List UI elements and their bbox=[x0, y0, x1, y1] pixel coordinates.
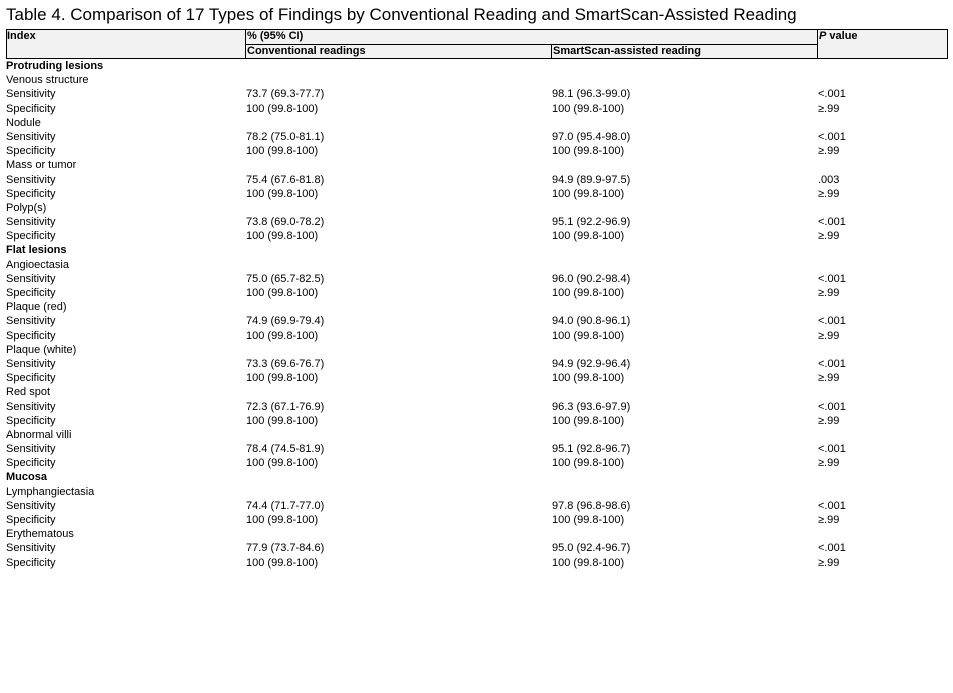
row-label: Angioectasia bbox=[6, 258, 69, 271]
smartscan-value: 98.1 (96.3-99.0) bbox=[552, 88, 631, 101]
p-value: ≥.99 bbox=[818, 514, 840, 526]
table-row bbox=[0, 102, 953, 116]
table-body bbox=[0, 59, 953, 570]
smartscan-value: 94.9 (92.9-96.4) bbox=[552, 357, 631, 370]
table-row bbox=[0, 513, 953, 527]
smartscan-value: 97.0 (95.4-98.0) bbox=[552, 130, 631, 143]
row-label: Sensitivity bbox=[6, 216, 56, 229]
finding-row bbox=[0, 116, 953, 130]
table-row bbox=[0, 400, 953, 414]
conventional-value: 100 (99.8-100) bbox=[246, 145, 319, 158]
conventional-value: 100 (99.8-100) bbox=[246, 230, 319, 243]
index-header: Index bbox=[7, 30, 36, 42]
smartscan-value: 100 (99.8-100) bbox=[552, 187, 625, 200]
row-label: Protruding lesions bbox=[6, 60, 104, 72]
smartscan-value: 100 (99.8-100) bbox=[552, 287, 625, 299]
p-value: .003 bbox=[818, 173, 840, 186]
conventional-value: 100 (99.8-100) bbox=[246, 329, 319, 342]
smartscan-value: 100 (99.8-100) bbox=[552, 372, 625, 385]
finding-row bbox=[0, 343, 953, 357]
p-value: <.001 bbox=[818, 88, 846, 101]
smartscan-value: 95.0 (92.4-96.7) bbox=[552, 542, 631, 555]
finding-row bbox=[0, 201, 953, 215]
smartscan-value: 100 (99.8-100) bbox=[552, 514, 625, 526]
conventional-value: 100 (99.8-100) bbox=[246, 372, 319, 385]
row-label: Sensitivity bbox=[6, 88, 56, 101]
conventional-value: 100 (99.8-100) bbox=[246, 457, 319, 470]
p-value: <.001 bbox=[818, 357, 846, 370]
smartscan-value: 100 (99.8-100) bbox=[552, 102, 625, 115]
conventional-value: 73.8 (69.0-78.2) bbox=[246, 216, 325, 229]
ci-group-header-cell bbox=[245, 29, 818, 45]
smartscan-header: SmartScan-assisted reading bbox=[553, 45, 701, 57]
table-row bbox=[0, 414, 953, 428]
row-label: Polyp(s) bbox=[6, 201, 47, 214]
row-label: Specificity bbox=[6, 372, 56, 385]
p-value: ≥.99 bbox=[818, 145, 840, 158]
table-row bbox=[0, 272, 953, 286]
section-row bbox=[0, 243, 953, 257]
row-label: Specificity bbox=[6, 329, 56, 342]
p-value: <.001 bbox=[818, 400, 846, 413]
row-label: Sensitivity bbox=[6, 173, 56, 186]
finding-row bbox=[0, 73, 953, 87]
conventional-value: 73.3 (69.6-76.7) bbox=[246, 357, 325, 370]
smartscan-value: 96.0 (90.2-98.4) bbox=[552, 272, 631, 285]
p-value: ≥.99 bbox=[818, 457, 840, 470]
row-label: Flat lesions bbox=[6, 244, 67, 257]
row-label: Sensitivity bbox=[6, 357, 56, 370]
p-value: ≥.99 bbox=[818, 230, 840, 243]
section-row bbox=[0, 470, 953, 484]
table-row bbox=[0, 314, 953, 328]
p-value: ≥.99 bbox=[818, 187, 840, 200]
p-value: <.001 bbox=[818, 272, 846, 285]
smartscan-value: 95.1 (92.8-96.7) bbox=[552, 443, 631, 456]
smartscan-value: 94.9 (89.9-97.5) bbox=[552, 173, 631, 186]
conventional-value: 75.0 (65.7-82.5) bbox=[246, 272, 325, 285]
row-label: Specificity bbox=[6, 230, 56, 243]
row-label: Mucosa bbox=[6, 471, 47, 484]
row-label: Abnormal villi bbox=[6, 428, 72, 441]
row-label: Specificity bbox=[6, 145, 56, 158]
smartscan-value: 96.3 (93.6-97.9) bbox=[552, 400, 631, 413]
row-label: Erythematous bbox=[6, 528, 74, 541]
table-row bbox=[0, 357, 953, 371]
row-label: Sensitivity bbox=[6, 499, 56, 512]
row-label: Specificity bbox=[6, 414, 56, 427]
table-row bbox=[0, 173, 953, 187]
smartscan-value: 100 (99.8-100) bbox=[552, 145, 625, 158]
row-label: Specificity bbox=[6, 287, 56, 299]
p-value: <.001 bbox=[818, 130, 846, 143]
index-header-cell bbox=[6, 29, 246, 59]
smartscan-value: 94.0 (90.8-96.1) bbox=[552, 315, 631, 328]
p-value: <.001 bbox=[818, 499, 846, 512]
conventional-value: 78.2 (75.0-81.1) bbox=[246, 130, 325, 143]
table-row bbox=[0, 329, 953, 343]
finding-row bbox=[0, 258, 953, 272]
smartscan-value: 100 (99.8-100) bbox=[552, 329, 625, 342]
smartscan-value: 100 (99.8-100) bbox=[552, 230, 625, 243]
table-row bbox=[0, 541, 953, 555]
p-value-header-italic: P bbox=[819, 30, 827, 42]
conventional-value: 78.4 (74.5-81.9) bbox=[246, 443, 325, 456]
p-value: <.001 bbox=[818, 216, 846, 229]
table-row bbox=[0, 371, 953, 385]
finding-row bbox=[0, 300, 953, 314]
row-label: Nodule bbox=[6, 116, 41, 129]
table-row bbox=[0, 442, 953, 456]
conventional-value: 100 (99.8-100) bbox=[246, 514, 319, 526]
conventional-value: 100 (99.8-100) bbox=[246, 414, 319, 427]
p-value: ≥.99 bbox=[818, 556, 840, 569]
row-label: Red spot bbox=[6, 386, 51, 399]
conventional-value: 100 (99.8-100) bbox=[246, 556, 319, 569]
conventional-value: 100 (99.8-100) bbox=[246, 187, 319, 200]
conventional-value: 74.9 (69.9-79.4) bbox=[246, 315, 325, 328]
conventional-value: 100 (99.8-100) bbox=[246, 102, 319, 115]
row-label: Sensitivity bbox=[6, 130, 56, 143]
p-value: <.001 bbox=[818, 315, 846, 328]
table-row bbox=[0, 229, 953, 243]
table-title: Table 4. Comparison of 17 Types of Findings by Conventional Reading and SmartScan-Assisted Reading bbox=[6, 5, 797, 24]
row-label: Specificity bbox=[6, 187, 56, 200]
smartscan-value: 95.1 (92.2-96.9) bbox=[552, 216, 631, 229]
finding-row bbox=[0, 158, 953, 172]
table-row bbox=[0, 144, 953, 158]
finding-row bbox=[0, 385, 953, 399]
row-label: Plaque (red) bbox=[6, 301, 67, 314]
conventional-value: 74.4 (71.7-77.0) bbox=[246, 499, 325, 512]
p-value: ≥.99 bbox=[818, 329, 840, 342]
table-row bbox=[0, 499, 953, 513]
conventional-value: 100 (99.8-100) bbox=[246, 287, 319, 299]
conventional-value: 72.3 (67.1-76.9) bbox=[246, 400, 325, 413]
p-value: ≥.99 bbox=[818, 414, 840, 427]
row-label: Specificity bbox=[6, 514, 56, 526]
row-label: Sensitivity bbox=[6, 542, 56, 555]
row-label: Sensitivity bbox=[6, 400, 56, 413]
finding-row bbox=[0, 485, 953, 499]
p-value: ≥.99 bbox=[818, 102, 840, 115]
smartscan-value: 100 (99.8-100) bbox=[552, 556, 625, 569]
conventional-value: 73.7 (69.3-77.7) bbox=[246, 88, 325, 101]
p-value: <.001 bbox=[818, 542, 846, 555]
conventional-value: 75.4 (67.6-81.8) bbox=[246, 173, 325, 186]
row-label: Sensitivity bbox=[6, 315, 56, 328]
finding-row bbox=[0, 527, 953, 541]
p-value: <.001 bbox=[818, 443, 846, 456]
conventional-header: Conventional readings bbox=[247, 45, 366, 57]
row-label: Specificity bbox=[6, 457, 56, 470]
smartscan-value: 100 (99.8-100) bbox=[552, 457, 625, 470]
table-row bbox=[0, 556, 953, 570]
table-row bbox=[0, 87, 953, 101]
p-value: ≥.99 bbox=[818, 287, 840, 299]
table-row bbox=[0, 215, 953, 229]
conventional-value: 77.9 (73.7-84.6) bbox=[246, 542, 325, 555]
p-value-header-rest: value bbox=[826, 30, 858, 42]
table-row bbox=[0, 286, 953, 300]
section-row bbox=[0, 59, 953, 73]
row-label: Venous structure bbox=[6, 74, 89, 87]
smartscan-value: 100 (99.8-100) bbox=[552, 414, 625, 427]
row-label: Sensitivity bbox=[6, 272, 56, 285]
row-label: Sensitivity bbox=[6, 443, 56, 456]
row-label: Plaque (white) bbox=[6, 343, 77, 356]
row-label: Specificity bbox=[6, 102, 56, 115]
finding-row bbox=[0, 428, 953, 442]
row-label: Mass or tumor bbox=[6, 159, 77, 172]
row-label: Specificity bbox=[6, 556, 56, 569]
table-row bbox=[0, 130, 953, 144]
ci-group-header: % (95% CI) bbox=[247, 30, 304, 42]
p-value-header bbox=[819, 30, 858, 42]
table-row bbox=[0, 187, 953, 201]
row-label: Lymphangiectasia bbox=[6, 485, 95, 498]
table-row bbox=[0, 456, 953, 470]
p-value: ≥.99 bbox=[818, 372, 840, 385]
smartscan-value: 97.8 (96.8-98.6) bbox=[552, 499, 631, 512]
